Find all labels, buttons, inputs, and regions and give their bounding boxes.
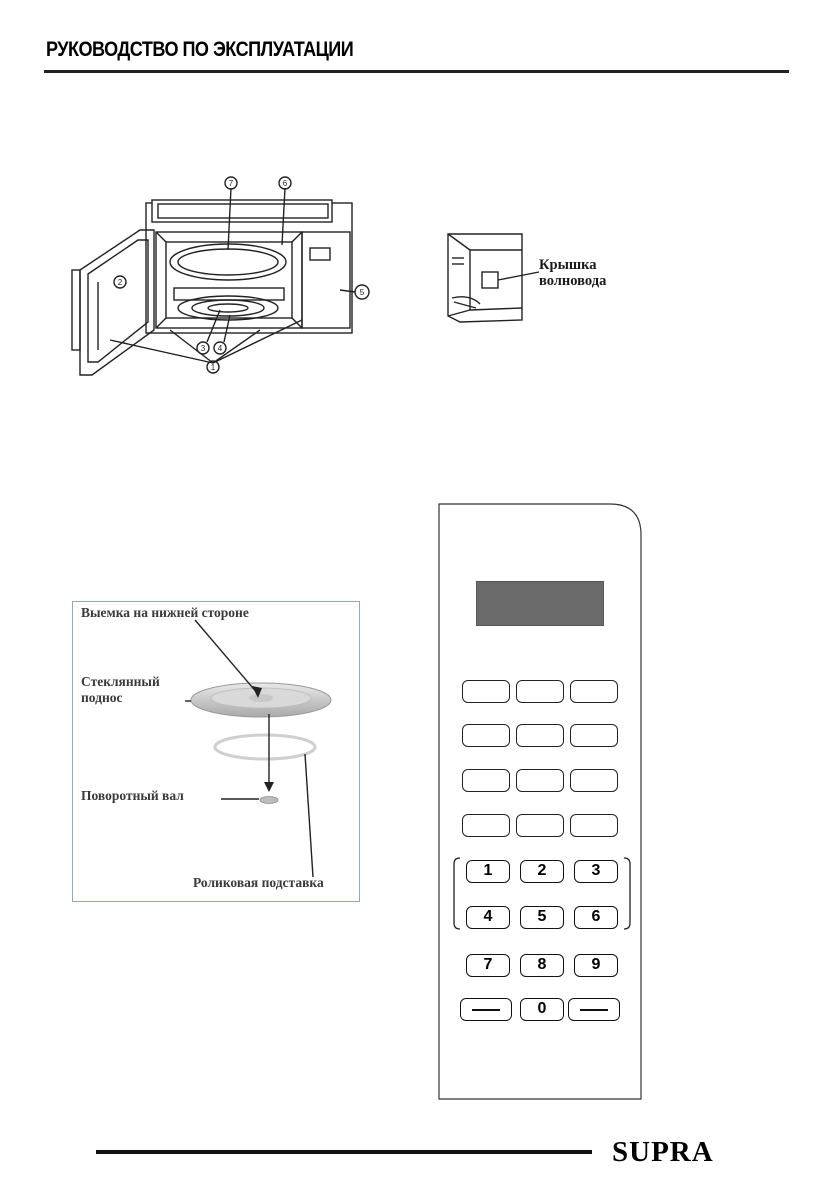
notch-label: Выемка на нижней стороне bbox=[81, 605, 249, 620]
key-7[interactable]: 7 bbox=[466, 954, 510, 977]
function-button[interactable] bbox=[516, 724, 564, 747]
waveguide-label-line1: Крышка bbox=[539, 257, 597, 273]
callout-1: 1 bbox=[210, 363, 216, 372]
function-button[interactable] bbox=[570, 814, 618, 837]
turntable-drawing bbox=[73, 602, 361, 903]
header-divider bbox=[44, 70, 789, 73]
function-button[interactable] bbox=[570, 769, 618, 792]
footer-divider bbox=[96, 1150, 592, 1154]
key-9[interactable]: 9 bbox=[574, 954, 618, 977]
glass-tray-label-line1: Стеклянный bbox=[81, 674, 160, 689]
waveguide-cover-label bbox=[539, 257, 606, 289]
waveguide-diagram bbox=[440, 228, 540, 328]
plus-key[interactable] bbox=[568, 998, 620, 1021]
turntable-diagram bbox=[72, 601, 360, 902]
function-button[interactable] bbox=[516, 680, 564, 703]
key-1[interactable]: 1 bbox=[466, 860, 510, 883]
function-button[interactable] bbox=[516, 769, 564, 792]
minus-key[interactable] bbox=[460, 998, 512, 1021]
callout-7: 7 bbox=[228, 179, 234, 188]
key-5[interactable]: 5 bbox=[520, 906, 564, 929]
microwave-diagram bbox=[70, 170, 380, 380]
function-button[interactable] bbox=[462, 814, 510, 837]
function-button[interactable] bbox=[462, 769, 510, 792]
key-8[interactable]: 8 bbox=[520, 954, 564, 977]
key-3[interactable]: 3 bbox=[574, 860, 618, 883]
key-2[interactable]: 2 bbox=[520, 860, 564, 883]
callout-3: 3 bbox=[200, 344, 206, 353]
function-button[interactable] bbox=[570, 680, 618, 703]
page-title: РУКОВОДСТВО ПО ЭКСПЛУАТАЦИИ bbox=[46, 38, 354, 61]
key-6[interactable]: 6 bbox=[574, 906, 618, 929]
roller-support-label: Роликовая подставка bbox=[193, 875, 324, 890]
key-4[interactable]: 4 bbox=[466, 906, 510, 929]
function-button[interactable] bbox=[570, 724, 618, 747]
callout-2: 2 bbox=[117, 278, 123, 287]
function-button[interactable] bbox=[462, 724, 510, 747]
glass-tray-label-line2: поднос bbox=[81, 690, 123, 705]
callout-6: 6 bbox=[282, 179, 288, 188]
key-0[interactable]: 0 bbox=[520, 998, 564, 1021]
callout-5: 5 bbox=[359, 288, 365, 297]
brand-logo: SUPRA bbox=[612, 1136, 714, 1168]
callout-4: 4 bbox=[217, 344, 223, 353]
waveguide-label-line2: волновода bbox=[539, 273, 607, 289]
lcd-display bbox=[476, 581, 604, 626]
function-button[interactable] bbox=[516, 814, 564, 837]
shaft-label: Поворотный вал bbox=[81, 788, 184, 803]
function-button[interactable] bbox=[462, 680, 510, 703]
